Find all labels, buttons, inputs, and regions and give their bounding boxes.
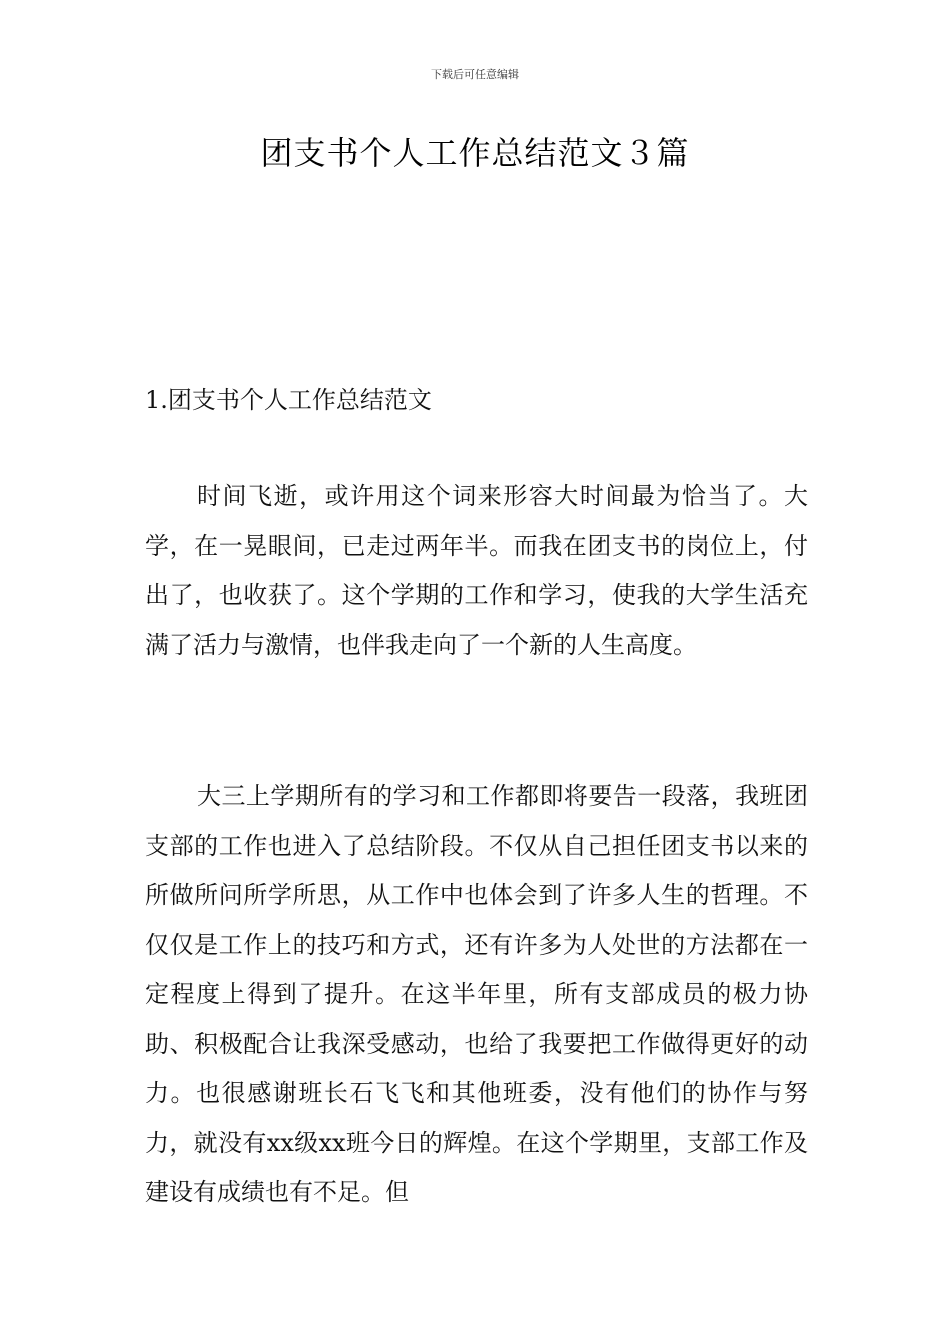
section-heading: 1.团支书个人工作总结范文 <box>145 386 432 414</box>
body-paragraph: 大三上学期所有的学习和工作都即将要告一段落，我班团支部的工作也进入了总结阶段。不仅从自己担任团支书以来的所做所问所学所思，从工作中也体会到了许多人生的哲理。不仅仅是工作上的技巧和方式，还有许多为人处世的方法都在一定程度上得到了提升。在这半年里，所有支部成员的极力协助、积极配合让我深受感动，也给了我要把工作做得更好的动力。也很感谢班长石飞飞和其他班委，没有他们的协作与努力，就没有xx级xx班今日的辉煌。在这个学期里，支部工作及建设有成绩也有不足。但 <box>145 782 808 1206</box>
document-title: 团支书个人工作总结范文３篇 <box>260 134 690 172</box>
header-note: 下载后可任意编辑 <box>431 68 519 81</box>
body-paragraph: 时间飞逝，或许用这个词来形容大时间最为恰当了。大学，在一晃眼间，已走过两年半。而我在团支书的岗位上，付出了，也收获了。这个学期的工作和学习，使我的大学生活充满了活力与激情，也伴我走向了一个新的人生高度。 <box>145 482 808 659</box>
